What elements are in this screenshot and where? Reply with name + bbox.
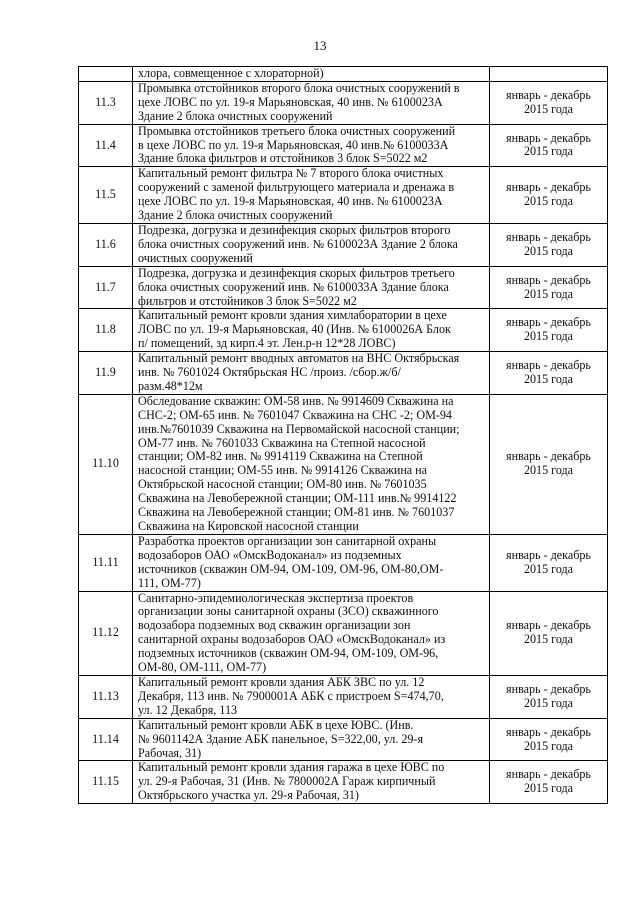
description-line: хлора, совмещенное с хлораторной) xyxy=(138,66,324,80)
table-row xyxy=(79,591,608,675)
work-period xyxy=(490,67,608,82)
item-number: 11.11 xyxy=(79,534,133,591)
description-line: Скважина на Левобережной станции; ОМ-111 инв.№ 9914122 xyxy=(138,491,457,506)
description-line: Декабря, 113 инв. № 7900001А АБК с пристроем S=474,70, xyxy=(138,688,444,703)
period-line: январь - декабрь xyxy=(506,618,591,633)
period-line: 2015 года xyxy=(523,561,574,576)
table-row xyxy=(79,309,608,352)
work-period xyxy=(490,266,608,309)
period-line: 2015 года xyxy=(523,371,574,386)
description-line: цехе ЛОВС по ул. 19-я Марьяновская, 40 инв. № 6100023А xyxy=(138,194,443,209)
page-number: 13 xyxy=(313,38,327,53)
table-row xyxy=(79,534,608,591)
description-line: ЛОВС по ул. 19-я Марьяновская, 40 (Инв. № 6100026А Блок xyxy=(138,322,451,337)
description-line: блока очистных сооружений инв. № 6100023А Здание 2 блока xyxy=(138,236,458,251)
period-line: 2015 года xyxy=(523,632,574,647)
description-line: Капитальный ремонт кровли здания АБК ЗВС по ул. 12 xyxy=(138,674,425,689)
period-line: январь - декабрь xyxy=(506,130,591,145)
table-row xyxy=(79,223,608,266)
description-line: Здание 2 блока очистных сооружений xyxy=(138,208,333,223)
period-line: январь - декабрь xyxy=(506,315,591,330)
work-period xyxy=(490,718,608,761)
period-line: 2015 года xyxy=(523,738,574,753)
work-description xyxy=(133,67,490,82)
table-row xyxy=(79,352,608,395)
item-number: 11.14 xyxy=(79,718,133,761)
period-line: 2015 года xyxy=(523,463,574,478)
table-row xyxy=(79,81,608,124)
description-line: водозаборов ОАО «ОмскВодоканал» из подземных xyxy=(138,547,402,562)
work-plan-table xyxy=(78,66,608,804)
description-line: в цехе ЛОВС по ул. 19-я Марьяновская, 40 инв.№ 6100033А xyxy=(138,137,449,152)
work-period xyxy=(490,591,608,675)
description-line: очистных сооружений xyxy=(138,250,253,265)
description-line: Скважина на Кировской насосной станции xyxy=(138,519,359,533)
description-line: санитарной охраны водозаборов ОАО «ОмскВодоканал» из xyxy=(138,632,446,647)
table-row xyxy=(79,761,608,804)
work-description xyxy=(133,591,490,675)
description-line: ул. 12 Декабря, 113 xyxy=(138,702,238,717)
period-line: январь - декабрь xyxy=(506,180,591,195)
description-line: п/ помещений, зд кирп.4 эт. Лен.р-н 12*28 ЛОВС) xyxy=(138,336,396,351)
work-period xyxy=(490,167,608,224)
period-line: январь - декабрь xyxy=(506,358,591,373)
description-line: Санитарно-эпидемиологическая экспертиза проектов xyxy=(138,590,414,605)
description-line: Промывка отстойников третьего блока очистных сооружений xyxy=(138,123,456,138)
work-period xyxy=(490,675,608,718)
description-line: Капитальный ремонт кровли здания химлаборатории в цехе xyxy=(138,308,447,323)
description-line: инв.№7601039 Скважина на Первомайской насосной станции; xyxy=(138,421,460,436)
description-line: источников (скважин ОМ-94, ОМ-109, ОМ-96, ОМ-80,ОМ- xyxy=(138,561,444,576)
table-row xyxy=(79,718,608,761)
work-description xyxy=(133,81,490,124)
work-period xyxy=(490,124,608,167)
period-line: январь - декабрь xyxy=(506,449,591,464)
description-line: Разработка проектов организации зон санитарной охраны xyxy=(138,533,437,548)
description-line: 111, ОМ-77) xyxy=(138,575,201,590)
work-period xyxy=(490,394,608,534)
description-line: Скважина на Левобережной станции; ОМ-81 инв. № 7601037 xyxy=(138,505,455,520)
description-line: насосной станции; ОМ-55 инв. № 9914126 Скважина на xyxy=(138,463,428,478)
work-description xyxy=(133,124,490,167)
description-line: Здание блока фильтров и отстойников 3 блок S=5022 м2 xyxy=(138,151,428,166)
item-number: 11.12 xyxy=(79,591,133,675)
period-line: 2015 года xyxy=(523,101,574,116)
work-period xyxy=(490,352,608,395)
description-line: инв. № 7601024 Октябрьская НС /произ. /сбор.ж/б/ xyxy=(138,365,401,380)
item-number: 11.15 xyxy=(79,761,133,804)
work-description xyxy=(133,266,490,309)
work-description xyxy=(133,761,490,804)
table-row xyxy=(79,394,608,534)
table-row xyxy=(79,266,608,309)
item-number: 11.5 xyxy=(79,167,133,224)
description-line: Капитальный ремонт фильтра № 7 второго блока очистных xyxy=(138,166,444,181)
item-number: 11.10 xyxy=(79,394,133,534)
period-line: январь - декабрь xyxy=(506,272,591,287)
item-number: 11.6 xyxy=(79,223,133,266)
period-line: январь - декабрь xyxy=(506,681,591,696)
description-line: Подрезка, догрузка и дезинфекция скорых фильтров третьего xyxy=(138,265,455,280)
description-line: ОМ-80, ОМ-111, ОМ-77) xyxy=(138,660,267,675)
work-description xyxy=(133,167,490,224)
description-line: Октябрьской насосной станции; ОМ-80 инв. № 7601035 xyxy=(138,477,427,492)
work-period xyxy=(490,309,608,352)
description-line: Капитальный ремонт кровли АБК в цехе ЮВС. (Инв. xyxy=(138,717,414,732)
description-line: ул. 29-я Рабочая, 31 (Инв. № 7800002А Гараж кирпичный xyxy=(138,774,436,789)
period-line: январь - декабрь xyxy=(506,724,591,739)
description-line: Октябрьского участка ул. 29-я Рабочая, 31) xyxy=(138,788,359,803)
item-number: 11.9 xyxy=(79,352,133,395)
description-line: сооружений с заменой фильтрующего материала и дренажа в xyxy=(138,180,455,195)
period-line: январь - декабрь xyxy=(506,229,591,244)
description-line: ОМ-77 инв. № 7601033 Скважина на Степной насосной xyxy=(138,435,426,450)
work-period xyxy=(490,761,608,804)
period-line: 2015 года xyxy=(523,781,574,796)
work-description xyxy=(133,309,490,352)
work-description xyxy=(133,718,490,761)
description-line: разм.48*12м xyxy=(138,378,203,393)
description-line: водозабора подземных вод скважин организации зон xyxy=(138,618,411,633)
table-row xyxy=(79,124,608,167)
description-line: фильтров и отстойников 3 блок S=5022 м2 xyxy=(138,293,357,308)
description-line: подземных источников (скважин ОМ-94, ОМ-109, ОМ-96, xyxy=(138,646,439,661)
work-description xyxy=(133,394,490,534)
period-line: январь - декабрь xyxy=(506,87,591,102)
work-description xyxy=(133,534,490,591)
table-row xyxy=(79,67,608,82)
description-line: Капитальный ремонт вводных автоматов на ВНС Октябрьская xyxy=(138,351,460,366)
work-plan-body xyxy=(79,67,608,804)
description-line: Промывка отстойников второго блока очистных сооружений в xyxy=(138,80,460,95)
work-period xyxy=(490,81,608,124)
period-line: 2015 года xyxy=(523,695,574,710)
description-line: организации зоны санитарной охраны (ЗСО) скважинного xyxy=(138,604,439,619)
item-number: 11.3 xyxy=(79,81,133,124)
table-row xyxy=(79,675,608,718)
period-line: январь - декабрь xyxy=(506,767,591,782)
work-description xyxy=(133,223,490,266)
item-number: 11.4 xyxy=(79,124,133,167)
description-line: цехе ЛОВС по ул. 19-я Марьяновская, 40 инв. № 6100023А xyxy=(138,94,443,109)
description-line: Капитальный ремонт кровли здания гаража в цехе ЮВС по xyxy=(138,760,445,775)
work-period xyxy=(490,534,608,591)
period-line: 2015 года xyxy=(523,329,574,344)
item-number: 11.13 xyxy=(79,675,133,718)
work-period xyxy=(490,223,608,266)
description-line: Рабочая, 31) xyxy=(138,745,202,760)
item-number xyxy=(79,67,133,82)
period-line: 2015 года xyxy=(523,144,574,159)
period-line: 2015 года xyxy=(523,243,574,258)
work-description xyxy=(133,675,490,718)
description-line: блока очистных сооружений инв. № 6100033А Здание блока xyxy=(138,279,449,294)
period-line: 2015 года xyxy=(523,194,574,209)
period-line: 2015 года xyxy=(523,286,574,301)
description-line: № 9601142А Здание АБК панельное, S=322,00, ул. 29-я xyxy=(138,731,424,746)
description-line: станции; ОМ-82 инв. № 9914119 Скважина на Степной xyxy=(138,449,423,464)
item-number: 11.8 xyxy=(79,309,133,352)
table-row xyxy=(79,167,608,224)
description-line: Обследование скважин: ОМ-58 инв. № 9914609 Скважина на xyxy=(138,393,454,408)
description-line: СНС-2; ОМ-65 инв. № 7601047 Скважина на СНС -2; ОМ-94 xyxy=(138,407,452,422)
description-line: Подрезка, догрузка и дезинфекция скорых фильтров второго xyxy=(138,222,451,237)
item-number: 11.7 xyxy=(79,266,133,309)
work-description xyxy=(133,352,490,395)
description-line: Здание 2 блока очистных сооружений xyxy=(138,108,333,123)
period-line: январь - декабрь xyxy=(506,547,591,562)
